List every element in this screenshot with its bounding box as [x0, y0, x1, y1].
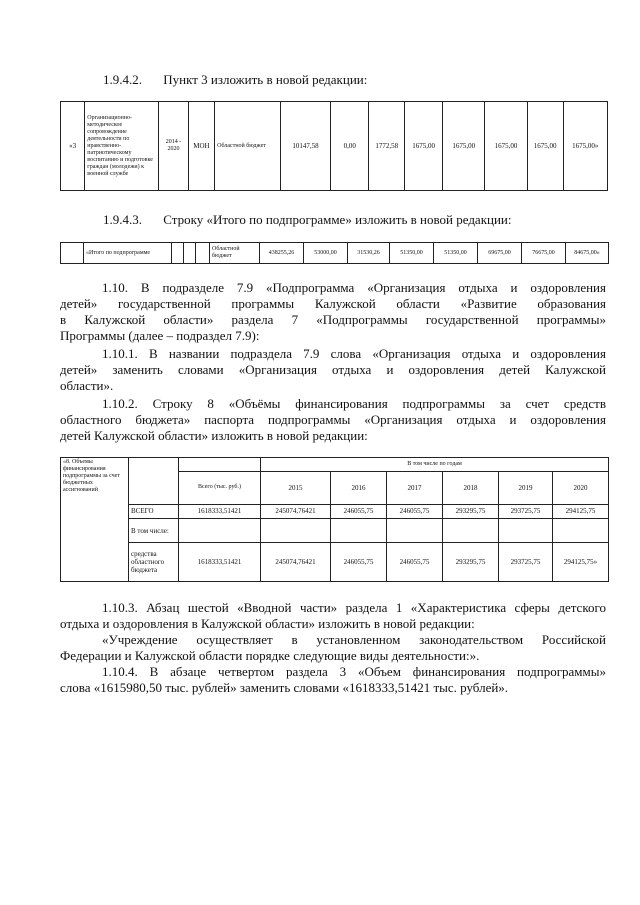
text-line: в Калужской области» раздела 7 «Подпрограммы государственной программы» [60, 312, 606, 327]
text-line: областного бюджета» паспорта подпрограммы «Организация отдыха и оздоровления [60, 412, 606, 427]
year-header-cell: 2018 [443, 472, 499, 505]
text-line: 1.10.2. Строку 8 «Объёмы финансирования подпрограммы за счет средств [102, 396, 606, 411]
value-cell: 246055,75 [331, 543, 387, 582]
total-cell: 1618333,51421 [179, 504, 261, 518]
years-cell: 2014 - 2020 [159, 102, 189, 191]
row-name-cell: В том числе: [129, 518, 179, 542]
value-cell: 1675,00 [527, 102, 563, 191]
year-header-cell: 2015 [261, 472, 331, 505]
value-cell [387, 518, 443, 542]
text-line: 1.10.1. В названии подраздела 7.9 слова «Организация отдыха и оздоровления [102, 346, 606, 361]
value-cell: 84675,00» [566, 243, 609, 264]
program-item-table [60, 101, 608, 191]
year-header-cell: 2019 [499, 472, 553, 505]
value-cell: 1675,00 [443, 102, 485, 191]
blank-cell [184, 243, 196, 264]
value-cell [553, 518, 609, 542]
section-text: Пункт 3 изложить в новой редакции: [163, 72, 368, 87]
row-label-cell: «8. Объемы финансирования подпрограммы за счет бюджетных ассигнований [61, 458, 129, 582]
text-line: 1.10.3. Абзац шестой «Вводной части» раздела 1 «Характеристика сферы детского [102, 600, 606, 615]
blank-cell [172, 243, 184, 264]
subprogram-total-table [60, 242, 609, 264]
section-number: 1.9.4.3. [103, 212, 142, 227]
text-line: детей» государственной программы Калужской области «Развитие образования [60, 296, 606, 311]
row-name-cell: средства областного бюджета [129, 543, 179, 582]
total-header-cell: Всего (тыс. руб.) [179, 472, 261, 505]
value-cell: 69675,00 [478, 243, 522, 264]
financing-volume-table [60, 457, 609, 582]
blank-cell [196, 243, 210, 264]
blank-cell [179, 458, 261, 472]
text-line: отдыха и оздоровления в Калужской области» изложить в новой редакции: [60, 616, 475, 631]
value-cell: 293725,75 [499, 543, 553, 582]
total-name-cell: «Итого по подпрограмме [84, 243, 172, 264]
text-line: 1.10.4. В абзаце четвертом раздела 3 «Объем финансирования подпрограммы» [102, 664, 606, 679]
value-cell: 293725,75 [499, 504, 553, 518]
value-cell: 246055,75 [387, 504, 443, 518]
year-header-cell: 2017 [387, 472, 443, 505]
group-header-cell: В том числе по годам [261, 458, 609, 472]
item-name-cell: Организационно-методическое сопровождение деятельности по нравственно-патриотическому воспитанию и подготовке граждан (молодежи) к военной службе [85, 102, 159, 191]
value-cell: 294125,75» [553, 543, 609, 582]
section-text: Строку «Итого по подпрограмме» изложить в новой редакции: [163, 212, 512, 227]
paragraph-1-10-1 [60, 346, 606, 394]
text-line: детей» заменить словами «Организация отдыха и оздоровления детей Калужской [60, 362, 606, 377]
paragraph-1-10 [60, 280, 606, 344]
value-cell: 245074,76421 [261, 543, 331, 582]
source-cell: Областной бюджет [210, 243, 260, 264]
source-cell: Областной бюджет [215, 102, 280, 191]
value-cell: 245074,76421 [261, 504, 331, 518]
value-cell: 10147,58 [280, 102, 331, 191]
heading-1-9-4-3 [103, 212, 512, 228]
value-cell: 0,00 [331, 102, 369, 191]
value-cell: 51350,00 [390, 243, 434, 264]
paragraph-1-10-4 [60, 664, 606, 696]
value-cell: 1675,00 [405, 102, 443, 191]
value-cell: 246055,75 [331, 504, 387, 518]
executor-cell: МОН [188, 102, 214, 191]
value-cell: 293295,75 [443, 504, 499, 518]
value-cell: 76675,00 [522, 243, 566, 264]
value-cell: 53000,00 [304, 243, 348, 264]
value-cell: 51350,00 [434, 243, 478, 264]
value-cell [443, 518, 499, 542]
blank-cell [61, 243, 84, 264]
year-header-cell: 2020 [553, 472, 609, 505]
total-cell [179, 518, 261, 542]
total-cell: 1618333,51421 [179, 543, 261, 582]
value-cell [261, 518, 331, 542]
value-cell: 293295,75 [443, 543, 499, 582]
value-cell: 1772,58 [369, 102, 405, 191]
paragraph-1-10-2 [60, 396, 606, 444]
text-line: Федерации и Калужской области порядке следующие виды деятельности:». [60, 648, 480, 663]
text-line: детей Калужской области» изложить в новой редакции: [60, 428, 368, 443]
value-cell: 246055,75 [387, 543, 443, 582]
text-line: области». [60, 378, 114, 393]
text-line: «Учреждение осуществляет в установленном законодательством Российской [102, 632, 606, 647]
text-line: слова «1615980,50 тыс. рублей» заменить словами «1618333,51421 тыс. рублей». [60, 680, 509, 695]
text-line: 1.10. В подразделе 7.9 «Подпрограмма «Организация отдыха и оздоровления [102, 280, 606, 295]
quoted-text [60, 632, 606, 664]
paragraph-1-10-3 [60, 600, 606, 632]
item-number-cell: «3 [61, 102, 85, 191]
value-cell: 294125,75 [553, 504, 609, 518]
text-line: Программы (далее – подраздел 7.9): [60, 328, 260, 343]
value-cell: 31530,26 [348, 243, 390, 264]
value-cell: 1675,00» [563, 102, 607, 191]
value-cell: 438255,26 [260, 243, 304, 264]
heading-1-9-4-2 [103, 72, 367, 88]
section-number: 1.9.4.2. [103, 72, 142, 87]
row-name-cell: ВСЕГО [129, 504, 179, 518]
blank-cell [129, 458, 179, 505]
year-header-cell: 2016 [331, 472, 387, 505]
value-cell [499, 518, 553, 542]
value-cell [331, 518, 387, 542]
value-cell: 1675,00 [485, 102, 527, 191]
